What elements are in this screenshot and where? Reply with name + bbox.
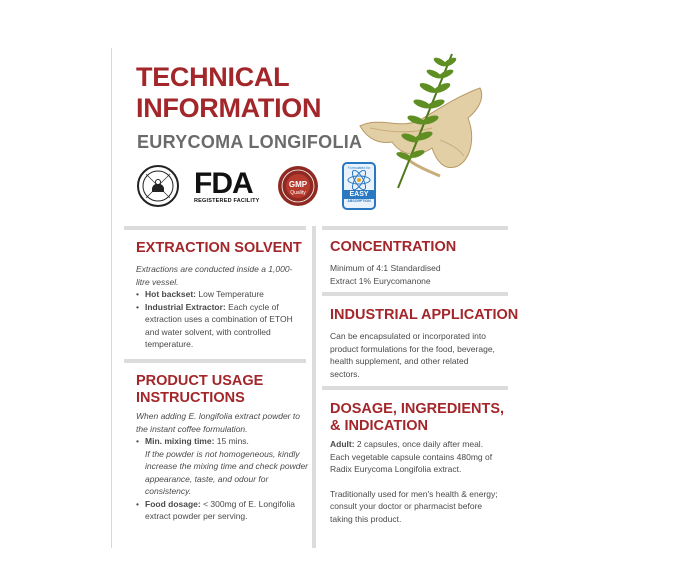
industrial-text: Can be encapsulated or incorporated into product formulations for the food, beverage, health supplement, and other related sectors.: [330, 331, 495, 379]
atom-icon: [344, 170, 374, 190]
page-title: TECHNICAL INFORMATION: [136, 62, 322, 123]
divider-mid-right-2: [322, 386, 508, 390]
usage-item-mixing: • Min. mixing time: 15 mins.: [136, 435, 308, 448]
industrial-heading: INDUSTRIAL APPLICATION: [330, 307, 519, 323]
dosage-body: Adult: 2 capsules, once daily after meal. Each vegetable capsule contains 480mg of Radix Eurycoma Longifolia extract. Traditionally used for men's health & energy; consult your doctor or pharmacist before taking this product.: [330, 439, 498, 524]
divider-mid-right-1: [322, 292, 508, 296]
divider-top-left: [124, 226, 306, 230]
gmp-text: GMP: [288, 180, 308, 189]
extraction-item-industrial: • Industrial Extractor: Each cycle of extraction uses a combination of ETOH and water solvent, with controlled temperature.: [136, 301, 304, 351]
easy-absorption-badge: Formulated for EASY ABSORPTION: [342, 162, 376, 210]
concentration-text: Minimum of 4:1 Standardised Extract 1% Eurycomanone: [330, 263, 441, 286]
halal-logo-icon: [136, 164, 180, 208]
dosage-heading: DOSAGE, INGREDIENTS, & INDICATION: [330, 401, 505, 434]
usage-item-dosage: • Food dosage: < 300mg of E. Longifolia extract powder per serving.: [136, 498, 308, 523]
extraction-item-hot-backset: • Hot backset: Low Temperature: [136, 288, 304, 301]
left-margin-rule: [111, 48, 112, 548]
divider-top-right: [322, 226, 508, 230]
product-subtitle: EURYCOMA LONGIFOLIA: [137, 132, 363, 152]
usage-heading: PRODUCT USAGE INSTRUCTIONS: [136, 373, 264, 406]
concentration-heading: CONCENTRATION: [330, 239, 457, 255]
gmp-sub: Quality: [290, 190, 306, 196]
divider-vertical: [312, 226, 316, 548]
certification-badges: [136, 162, 376, 214]
extraction-body: Extractions are conducted inside a 1,000-litre vessel. • Hot backset: Low Temperature • Industrial Extractor: Each cycle of extraction uses a combination of ETOH and water solvent, with controlled temperature.: [136, 263, 304, 351]
usage-body: When adding E. longifolia extract powder to the instant coffee formulation. • Min. mixing time: 15 mins. If the powder is not homogeneous, kindly increase the mixing time and check powder appearance, taste, and odour for consistency. • Food dosage: < 300mg of E. Longifolia extract powder per serving.: [136, 410, 308, 523]
divider-mid-left: [124, 359, 306, 363]
gmp-quality-seal-icon: [276, 164, 320, 208]
fda-logo: FDA REGISTERED FACILITY: [194, 167, 260, 204]
extraction-heading: EXTRACTION SOLVENT: [136, 240, 302, 256]
